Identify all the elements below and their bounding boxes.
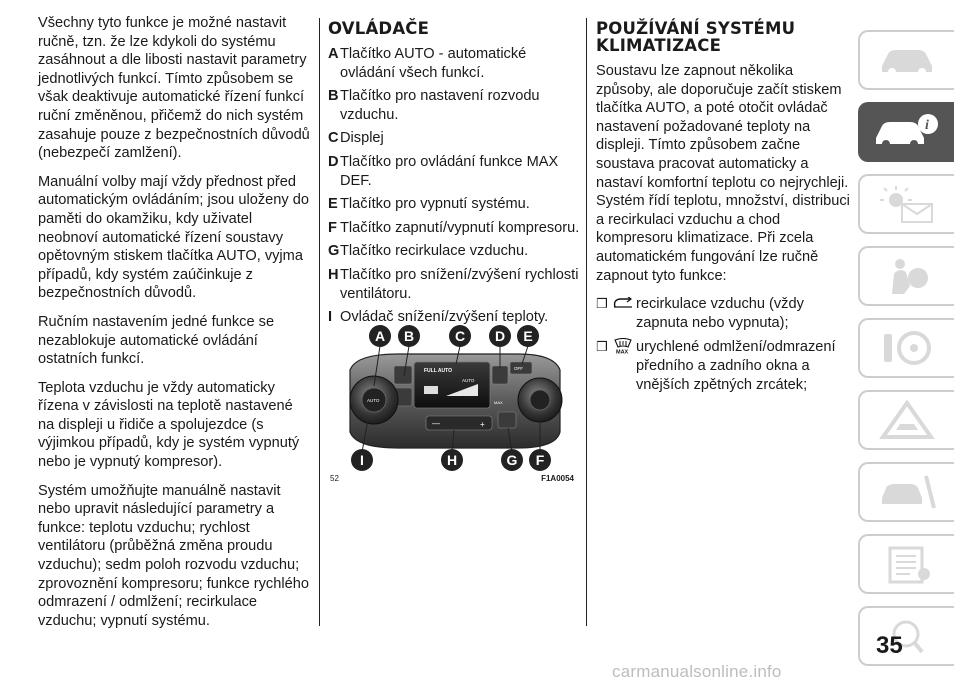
label-d [489,325,511,347]
item-text: Tlačítko pro snížení/zvýšení rychlosti ventilátoru. [340,266,579,302]
max-defrost-icon [610,338,636,354]
page-number: 35 [876,632,903,659]
item-text: Tlačítko pro ovládání funkce MAX DEF. [340,153,559,189]
tab-car-overview[interactable] [858,30,954,90]
label-h [441,449,463,471]
item-key: D [328,153,339,170]
tab-maintenance[interactable] [858,462,954,522]
driving-icon [876,328,938,368]
heading-line: KLIMATIZACE [596,36,722,55]
svg-text:I: I [360,452,364,468]
svg-text:A: A [374,328,386,344]
technical-data-icon [876,544,938,584]
figure-number: 52 [330,474,339,483]
recirculation-button [498,412,516,428]
item-text: Ovládač snížení/zvýšení teploty. [340,309,549,326]
control-item-f [328,219,580,238]
item-key: G [328,243,340,260]
svg-text:D: D [494,328,506,344]
column-system-usage [596,14,852,400]
svg-text:G: G [506,452,518,468]
fan-minus-text: — [432,419,440,428]
tab-driving[interactable] [858,318,954,378]
bullet-checkbox-icon: ❒ [596,339,608,355]
heading-line: POUŽÍVÁNÍ SYSTÉMU [596,19,796,38]
column-divider-right [586,18,587,626]
item-text: Tlačítko zapnutí/vypnutí kompresoru. [340,219,580,236]
control-item-b [328,87,580,124]
label-i [351,449,373,471]
item-text: Displej [340,130,384,147]
tab-car-info[interactable] [858,102,954,162]
item-text: Tlačítko pro nastavení rozvodu vzduchu. [340,88,540,123]
car-info-icon [872,112,942,152]
paragraph: Ručním nastavením jedné funkce se nezablokuje automatické ovládání ostatních funkcí. [38,313,275,368]
item-key: F [328,219,337,236]
off-text: OFF [514,366,523,371]
maintenance-icon [876,472,938,512]
control-item-g [328,242,580,261]
svg-text:C: C [454,328,466,344]
control-item-a [328,45,580,82]
safety-airbag-icon [876,256,938,296]
label-b [398,325,420,347]
label-e [517,325,539,347]
recirculation-icon [610,295,636,311]
control-item-h [328,266,580,303]
label-g [501,449,523,471]
paragraph: Systém umožňujte manuálně nastavit nebo upravit následující parametry a funkce: teplotu vzduchu; rychlost ventilátoru (průběžná změna proudu vzduchu); sedm poloh rozvodu vzduchu; zprovoznění kompresoru; funkce rychlého odmrazení / odmlžení; recirkulace vzduchu; vypnutí systému. [38,482,309,629]
label-c [449,325,471,347]
item-text: Tlačítko pro vypnutí systému. [340,196,530,213]
label-a [369,325,391,347]
svg-text:B: B [403,328,415,344]
compressor-button [530,390,550,410]
section-heading-usage [596,20,852,54]
tab-technical-data[interactable] [858,534,954,594]
column-intro-text [38,14,310,640]
bullet-text: recirkulace vzduchu (vždy zapnuta nebo vypnuta); [636,296,804,331]
watermark: carmanualsonline.info [612,662,782,681]
svg-text:E: E [523,328,533,344]
tab-safety[interactable] [858,246,954,306]
climate-panel-illustration [328,320,580,472]
bullet-item [596,295,852,332]
paragraph: Soustavu lze zapnout několika způsoby, ale doporučuje začít stiskem tlačítka AUTO, a poté otočit ovládač nastavení požadované teploty na displeji. Tímto způsobem začne soustava pracovat automaticky a nastaví komfortní teplotu co nejrychleji. Systém řídí teplotu, množství, distribuci a recirkulaci vzduchu a chod kompresoru klimatizace. Při zcela automatickém fungování lze ručně zapnout tyto funkce: [596,63,850,284]
bullet-item [596,338,852,394]
item-key: H [328,266,339,283]
item-key: C [328,130,339,147]
svg-text:H: H [446,452,458,468]
svg-text:MAX: MAX [616,349,629,355]
item-key: I [328,309,333,326]
warning-lights-icon [876,184,938,224]
max-def-button [492,366,508,384]
paragraph: Manuální volby mají vždy přednost před automatickým ovládáním; jsou uloženy do paměti do okamžiku, kdy uživatel neobnoví automatické řízení soustavy opětovným stiskem tlačítka AUTO, vyjma případů, kdy systém zaúčinkuje z bezpečnostních důvodů. [38,173,309,302]
column-divider-left [319,18,320,626]
svg-text:i: i [925,118,929,133]
tab-emergency[interactable] [858,390,954,450]
mode-button-up [394,366,412,384]
max-text: MAX [494,400,503,405]
figure-code: F1A0054 [541,474,574,483]
display-auto-text: AUTO [462,378,475,383]
item-key: E [328,196,338,213]
bullet-text: urychlené odmlžení/odmrazení předního a zadního okna a vnějších zpětných zrcátek; [636,339,836,393]
svg-text:F: F [535,452,545,468]
item-text: Tlačítko recirkulace vzduchu. [340,243,529,260]
display-temp-digits [424,386,438,394]
fan-plus-text: + [480,420,485,429]
paragraph: Teplota vzduchu je vždy automaticky řízena v závislosti na teplotě nastavené na displeji u řidiče a spolujezdce (s výjimkou případů, kdy je systém vypnutý nebo je vypnutý kompresor). [38,379,300,471]
label-f [529,449,551,471]
knob-auto-text: AUTO [367,398,380,403]
paragraph: Všechny tyto funkce je možné nastavit ručně, tzn. že lze kdykoli do systému zasáhnout a dle libosti nastavit parametry jednotlivých funkcí. Tímto způsobem se však deaktivuje automatické řízení funkcí ruční změněnou, přičemž do nich systém zasahuje pouze z bezpečnostních důvodů (nebezpečí zamlžení). [38,15,310,162]
emergency-triangle-icon [876,400,938,440]
climate-panel-figure [328,320,580,490]
column-controls [328,14,580,332]
bullet-checkbox-icon: ❒ [596,296,608,312]
item-text: Tlačítko AUTO - automatické ovládání všech funkcí. [340,46,527,81]
tab-index[interactable] [858,606,954,666]
item-key: B [328,88,339,105]
item-key: A [328,46,339,62]
tab-warning-lights[interactable] [858,174,954,234]
control-item-e [328,195,580,214]
control-item-d [328,153,580,190]
section-heading-controls: OVLÁDAČE [328,19,430,38]
control-item-c [328,129,580,148]
display-full-auto-text: FULL AUTO [424,368,452,374]
car-overview-icon [876,42,938,78]
